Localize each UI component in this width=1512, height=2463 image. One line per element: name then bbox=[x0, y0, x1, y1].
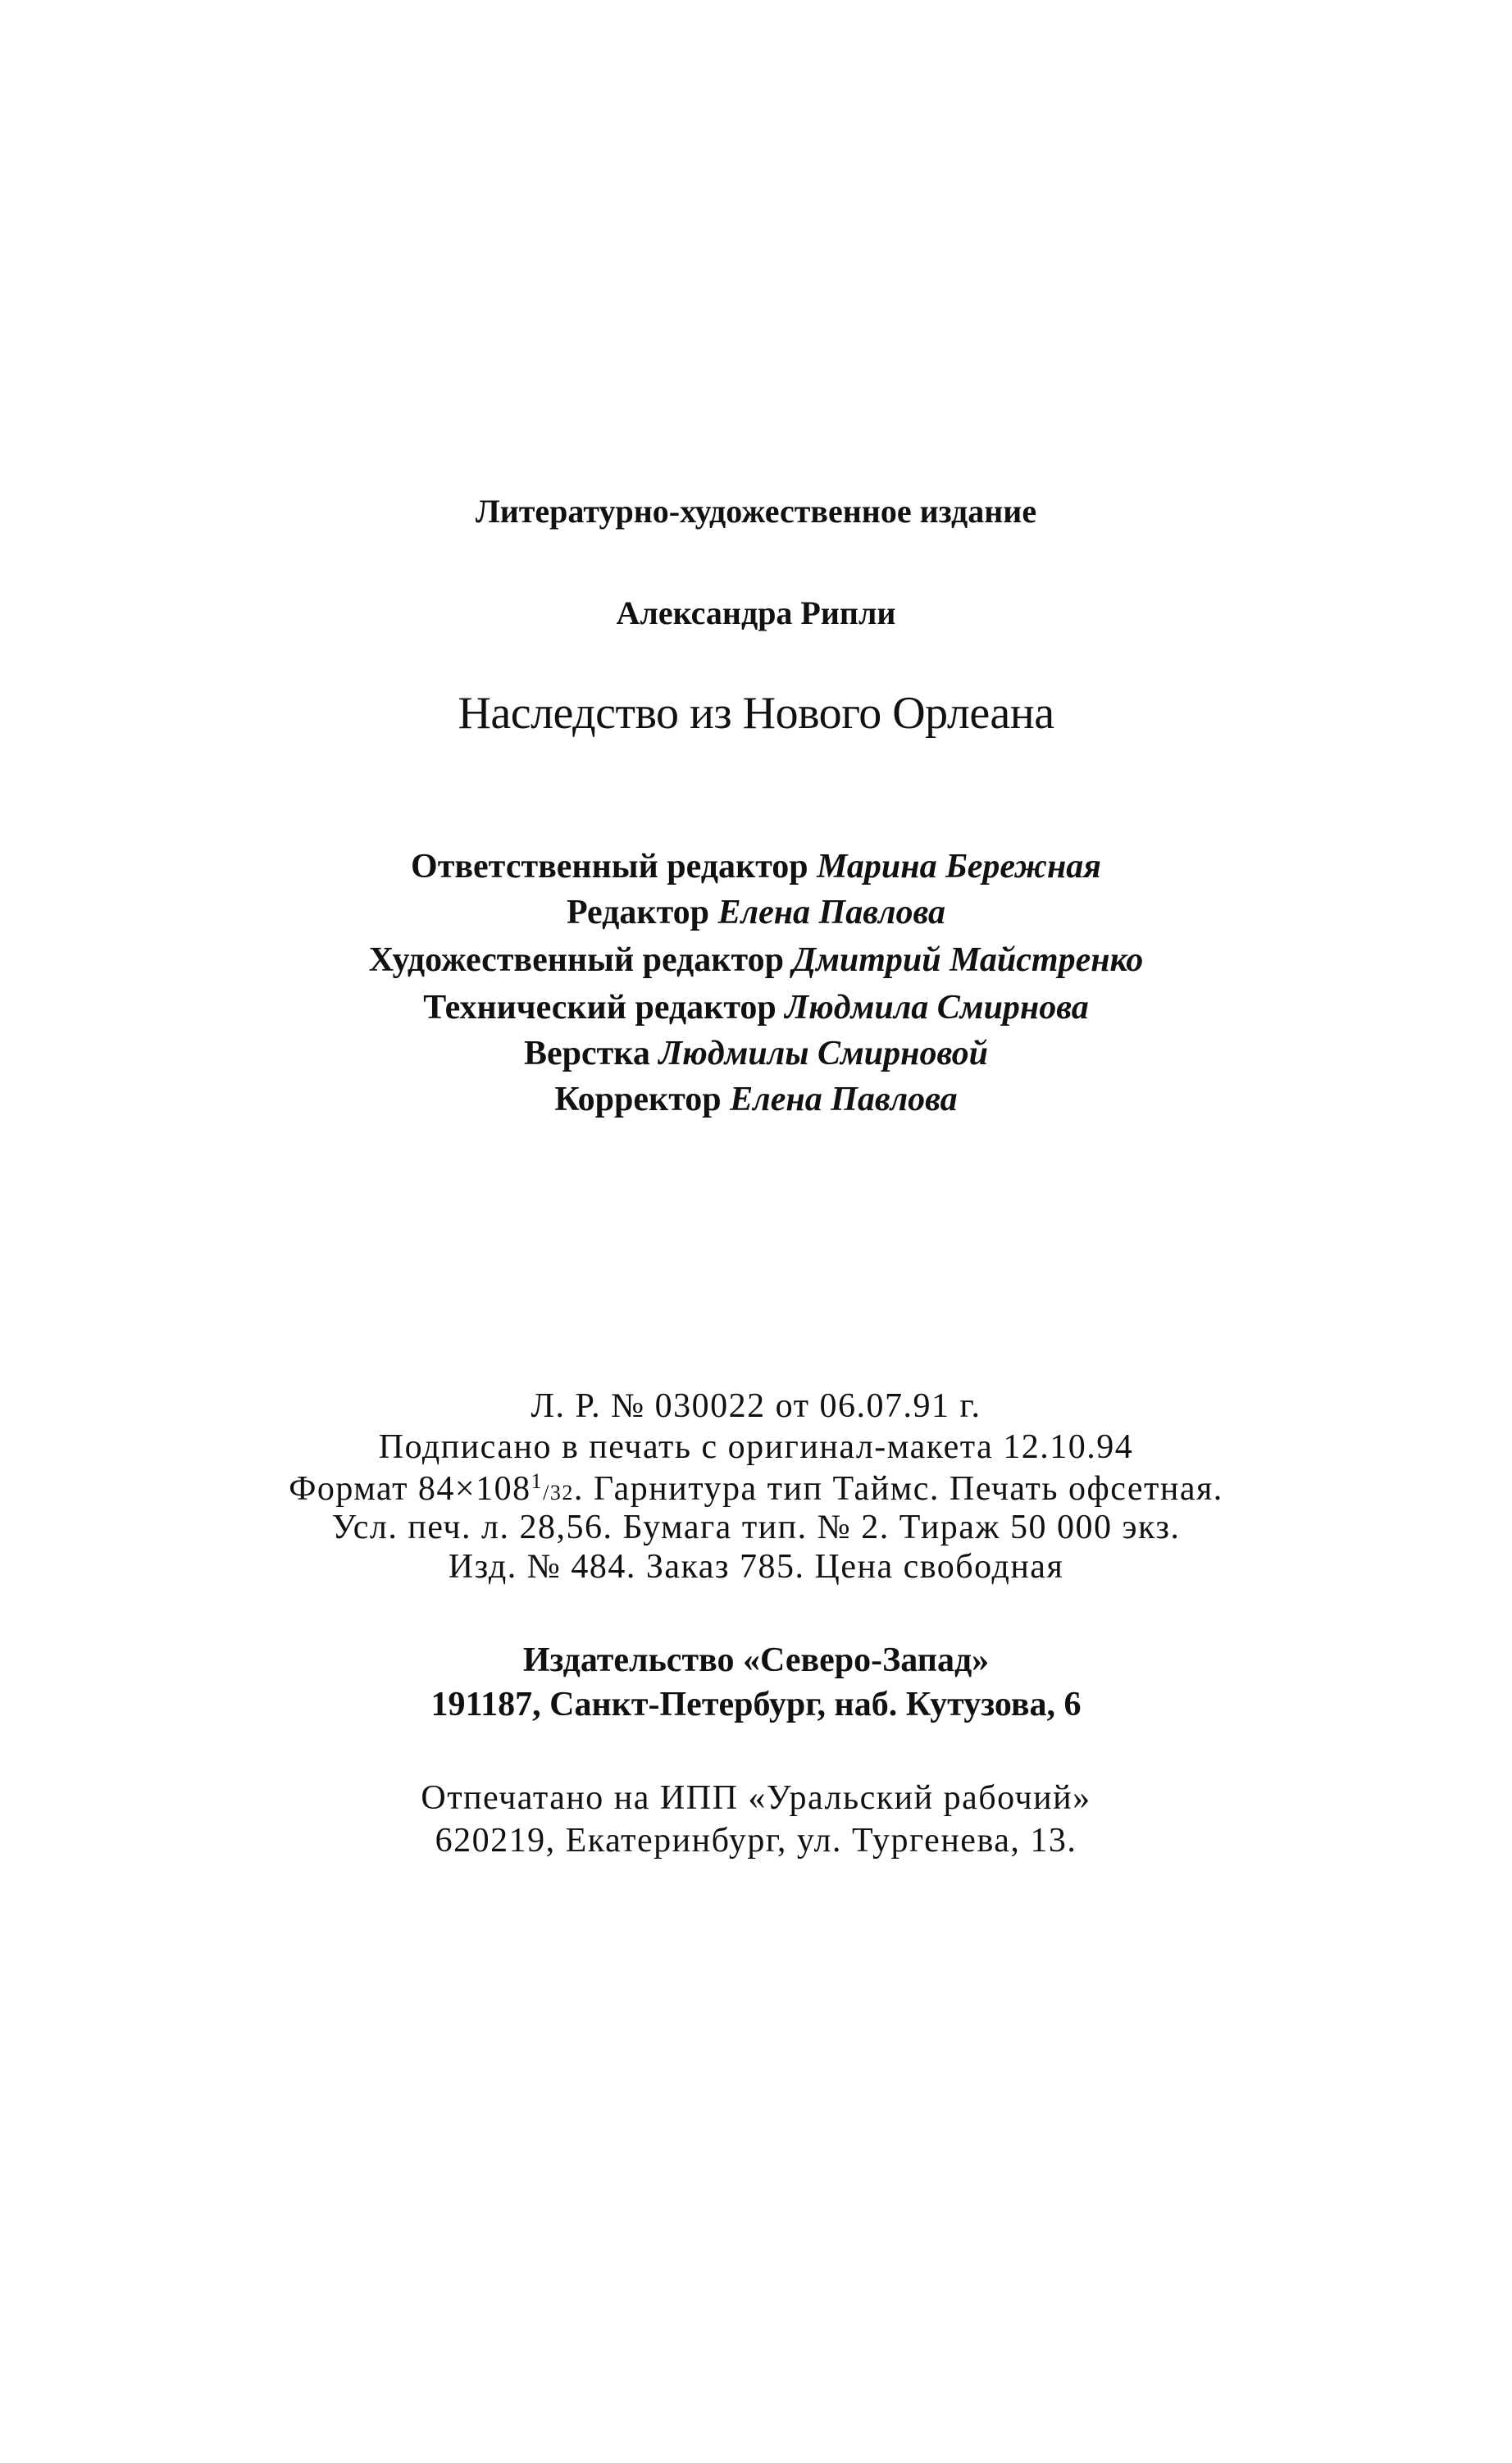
publisher-name: Издательство «Северо-Запад» bbox=[522, 1641, 990, 1679]
credit-line bbox=[0, 849, 1512, 884]
credit-line bbox=[0, 1036, 1512, 1071]
credit-person: Марина Бережная bbox=[817, 848, 1101, 885]
sheets-line: Усл. печ. л. 28,56. Бумага тип. № 2. Тираж 50 000 экз. bbox=[331, 1509, 1181, 1546]
author-name: Александра Рипли bbox=[616, 594, 896, 631]
format-suffix: . Гарнитура тип Таймс. Печать офсетная. bbox=[573, 1470, 1223, 1508]
credit-line bbox=[0, 1082, 1512, 1117]
credit-person: Людмилы Смирновой bbox=[658, 1035, 989, 1072]
credit-line bbox=[0, 990, 1512, 1025]
format-line bbox=[0, 1471, 1512, 1506]
credit-role: Художественный редактор bbox=[368, 941, 793, 979]
format-fraction-numerator: 1 bbox=[531, 1469, 544, 1493]
credit-line bbox=[0, 895, 1512, 930]
format-fraction-denominator: /32 bbox=[543, 1481, 574, 1505]
credit-person: Дмитрий Майстренко bbox=[792, 941, 1144, 979]
credit-role: Верстка bbox=[523, 1035, 659, 1072]
credit-person: Елена Павлова bbox=[717, 894, 946, 931]
credit-person: Людмила Смирнова bbox=[785, 989, 1089, 1027]
order-line: Изд. № 484. Заказ 785. Цена свободная bbox=[448, 1548, 1064, 1586]
credit-line bbox=[0, 943, 1512, 977]
printer-address: 620219, Екатеринбург, ул. Тургенева, 13. bbox=[435, 1822, 1077, 1860]
edition-type: Литературно-художественное издание bbox=[475, 493, 1037, 530]
printer-name: Отпечатано на ИПП «Уральский рабочий» bbox=[421, 1779, 1091, 1817]
credit-role: Корректор bbox=[554, 1081, 731, 1118]
credit-role: Ответственный редактор bbox=[411, 848, 817, 885]
license-line: Л. Р. № 030022 от 06.07.91 г. bbox=[531, 1387, 981, 1425]
credit-person: Елена Павлова bbox=[730, 1081, 958, 1118]
format-prefix: Формат 84×108 bbox=[289, 1470, 531, 1508]
signed-line: Подписано в печать с оригинал-макета 12.10.94 bbox=[378, 1428, 1134, 1466]
credit-role: Технический редактор bbox=[423, 989, 786, 1027]
book-title: Наследство из Нового Орлеана bbox=[458, 688, 1054, 739]
publisher-address: 191187, Санкт-Петербург, наб. Кутузова, 6 bbox=[430, 1686, 1082, 1723]
credit-role: Редактор bbox=[566, 894, 718, 931]
